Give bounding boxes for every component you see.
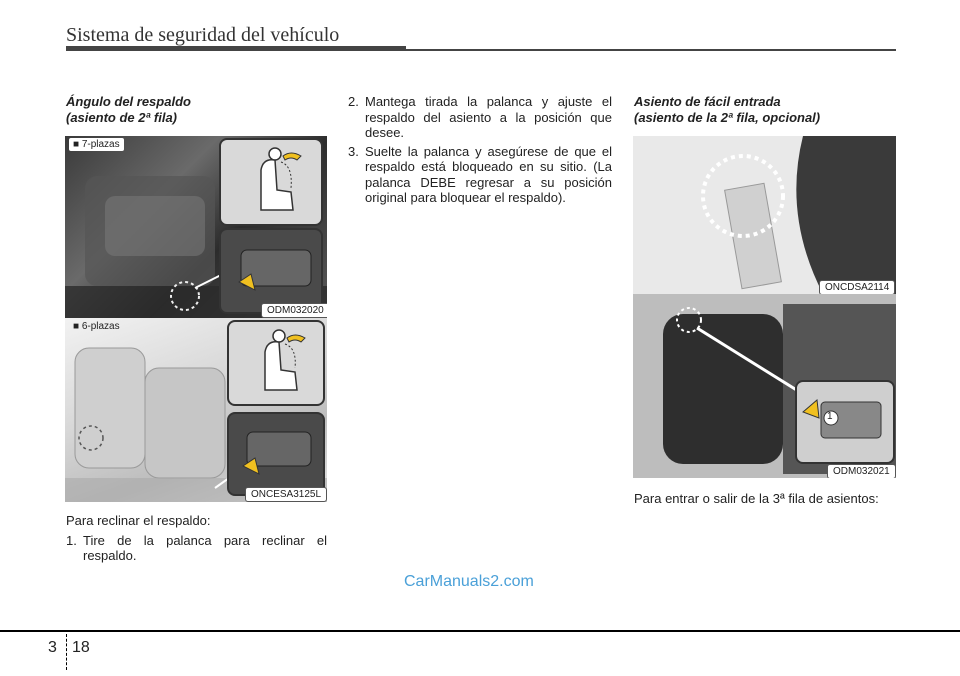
section-heading-backrest-angle <box>66 94 326 126</box>
footer-divider <box>66 634 67 670</box>
easy-entry-lever-icon <box>797 382 893 462</box>
col2-text <box>348 94 612 206</box>
figure-tag-6-seats: ■ 6-plazas <box>73 321 120 332</box>
col1-text <box>66 513 327 564</box>
step-2-text: Mantega tirada la palanca y ajuste el respaldo del asiento a la posición que desee. <box>365 94 612 140</box>
page-header-title: Sistema de seguridad del vehículo <box>66 24 340 46</box>
seatbelt-photo <box>633 136 896 294</box>
intro-text: Para reclinar el respaldo: <box>66 513 211 528</box>
heading-line-2: (asiento de 2ª fila) <box>66 110 178 125</box>
figure-code-2: ONCESA3125L <box>245 487 327 502</box>
inset-lever-closeup-2 <box>227 412 325 496</box>
recline-seat-icon <box>221 140 321 224</box>
inset-easy-entry-lever <box>795 380 895 464</box>
figure-tag-7-seats: ■ 7-plazas <box>69 138 124 151</box>
figure-7-seats <box>65 136 327 318</box>
step-2 <box>348 94 612 141</box>
footer-rule <box>0 630 960 632</box>
watermark-carmanuals2: CarManuals2.com <box>404 573 534 590</box>
figure-easy-entry-lever <box>633 294 896 478</box>
header-rule-thick <box>66 46 406 51</box>
inset-lever-closeup-1 <box>219 228 323 314</box>
figure-code-3: ONCDSA2114 <box>819 280 895 294</box>
inset-recline-diagram-1 <box>219 138 323 226</box>
header-rule-thin <box>406 49 896 51</box>
heading-line-2-easy: (asiento de la 2ª fila, opcional) <box>634 110 821 125</box>
figure-code-4: ODM032021 <box>827 464 896 478</box>
step-1 <box>66 533 327 564</box>
inset-recline-diagram-2 <box>227 320 325 406</box>
easy-entry-body: Para entrar o salir de la 3ª fila de asientos: <box>634 491 879 506</box>
recline-seat-icon-2 <box>229 322 323 404</box>
step-2-number: 2. <box>348 94 359 109</box>
lever-icon-2 <box>229 414 323 494</box>
figure-code-1: ODM032020 <box>261 303 327 318</box>
callout-number: 1 <box>827 411 833 422</box>
lever-icon <box>221 230 321 312</box>
section-heading-easy-entry <box>634 94 896 126</box>
figure-6-seats <box>65 318 327 502</box>
heading-line-1-easy: Asiento de fácil entrada <box>634 94 781 109</box>
step-3-text: Suelte la palanca y asegúrese de que el respaldo está bloqueado en su sitio. (La palanca DEBE regresar a su posición original para bloquear el respaldo). <box>365 143 612 205</box>
heading-line-1: Ángulo del respaldo <box>66 94 191 109</box>
figure-easy-entry-belt <box>633 136 896 294</box>
step-1-text: Tire de la palanca para reclinar el respaldo. <box>83 532 327 563</box>
step-3 <box>348 144 612 206</box>
step-1-number: 1. <box>66 532 77 548</box>
footer-page-number: 18 <box>72 639 90 656</box>
footer-chapter: 3 <box>48 639 57 656</box>
step-3-number: 3. <box>348 143 359 159</box>
